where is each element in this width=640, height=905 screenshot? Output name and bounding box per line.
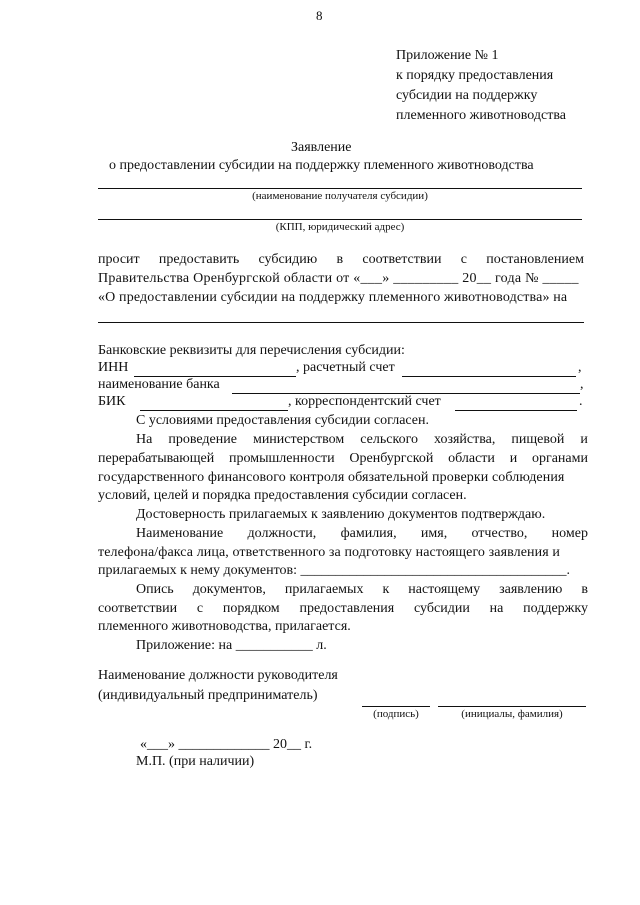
word: постановлением xyxy=(486,252,584,267)
request-amount-line xyxy=(98,322,584,323)
word: пищевой xyxy=(511,432,565,447)
appendix-line-1: Приложение № 1 xyxy=(396,48,499,63)
corr-account-label: , корреспондентский счет xyxy=(288,394,441,409)
recipient-name-line xyxy=(98,188,582,189)
inspection-line-4: условий, целей и порядка предоставления субсидии согласен. xyxy=(98,488,467,503)
kpp-address-caption: (КПП, юридический адрес) xyxy=(275,221,405,233)
kpp-address-line xyxy=(98,219,582,220)
account-label: , расчетный счет xyxy=(296,360,395,375)
inspection-line-2 xyxy=(98,451,588,467)
inn-label: ИНН xyxy=(98,360,129,375)
word: субсидии xyxy=(414,601,470,616)
inspection-line-3: государственного финансового контроля обязательной проверки соблюдения xyxy=(98,470,565,485)
attachment-pages: Приложение: на ___________ л. xyxy=(136,638,327,653)
word: просит xyxy=(98,252,140,267)
request-line-3: «О предоставлении субсидии на поддержку племенного животноводства» на xyxy=(98,290,568,305)
word: номер xyxy=(551,526,588,541)
word: заявлению xyxy=(499,582,563,597)
word: отчество, xyxy=(471,526,528,541)
word: промышленности xyxy=(228,451,335,466)
word: порядком xyxy=(222,601,280,616)
corr-account-period: . xyxy=(579,394,583,409)
word: фамилия, xyxy=(340,526,397,541)
responsible-line-1 xyxy=(136,526,588,542)
word: с xyxy=(196,601,204,616)
agree-conditions: С условиями предоставления субсидии согласен. xyxy=(136,413,430,428)
date-line: «___» _____________ 20__ г. xyxy=(140,737,313,752)
word: должности, xyxy=(247,526,317,541)
word: соответствии xyxy=(362,252,442,267)
word: с xyxy=(460,252,467,267)
word: и xyxy=(509,451,518,466)
word: настоящему xyxy=(408,582,481,597)
word: на xyxy=(489,601,504,616)
responsible-line-2: телефона/факса лица, ответственного за подготовку настоящего заявления и xyxy=(98,545,560,560)
word: и xyxy=(580,432,588,447)
word: документов, xyxy=(192,582,266,597)
word: области xyxy=(448,451,495,466)
bank-heading: Банковские реквизиты для перечисления субсидии: xyxy=(98,343,405,358)
page-number: 8 xyxy=(316,8,323,23)
recipient-name-caption: (наименование получателя субсидии) xyxy=(252,190,428,202)
account-field[interactable] xyxy=(402,376,576,377)
name-caption: (инициалы, фамилия) xyxy=(461,708,563,720)
signature-field[interactable] xyxy=(362,706,430,707)
word: в xyxy=(581,582,588,597)
request-line-1 xyxy=(98,252,584,268)
word: Опись xyxy=(136,582,174,597)
word: сельского xyxy=(360,432,418,447)
accuracy-statement: Достоверность прилагаемых к заявлению документов подтверждаю. xyxy=(136,507,546,522)
document-title: Заявление xyxy=(291,140,352,155)
appendix-line-3: субсидии на поддержку xyxy=(396,88,538,103)
responsible-line-3: прилагаемых к нему документов: ______________________________________. xyxy=(98,563,571,578)
appendix-line-2: к порядку предоставления xyxy=(396,68,554,83)
stamp-note: М.П. (при наличии) xyxy=(136,754,255,769)
bik-label: БИК xyxy=(98,394,126,409)
inventory-line-3: племенного животноводства, прилагается. xyxy=(98,619,351,634)
corr-account-field[interactable] xyxy=(455,410,577,411)
word: субсидию xyxy=(258,252,318,267)
word: предоставить xyxy=(158,252,240,267)
word: имя, xyxy=(420,526,448,541)
appendix-line-4: племенного животноводства xyxy=(396,108,566,123)
word: Оренбургской xyxy=(349,451,434,466)
word: органами xyxy=(531,451,588,466)
word: На xyxy=(136,432,153,447)
word: в xyxy=(336,252,344,267)
name-field[interactable] xyxy=(438,706,586,707)
bik-field[interactable] xyxy=(140,410,288,411)
inspection-line-1 xyxy=(136,432,588,448)
request-line-2: Правительства Оренбургской области от «___» _________ 20__ года № _____ xyxy=(98,271,579,286)
word: проведение xyxy=(168,432,237,447)
word: министерством xyxy=(252,432,345,447)
word: хозяйства, xyxy=(433,432,496,447)
signature-caption: (подпись) xyxy=(373,708,419,720)
inventory-line-1 xyxy=(136,582,588,598)
word: предоставления xyxy=(299,601,395,616)
bank-name-comma: , xyxy=(580,377,584,392)
head-position-line-2: (индивидуальный предприниматель) xyxy=(98,688,318,703)
inventory-line-2 xyxy=(98,601,588,617)
account-comma: , xyxy=(578,360,582,375)
word: перерабатывающей xyxy=(98,451,215,466)
word: к xyxy=(382,582,390,597)
word: прилагаемых xyxy=(284,582,364,597)
bank-name-label: наименование банка xyxy=(98,377,220,392)
word: Наименование xyxy=(136,526,224,541)
word: соответствии xyxy=(98,601,178,616)
document-subtitle: о предоставлении субсидии на поддержку племенного животноводства xyxy=(109,158,534,173)
word: поддержку xyxy=(523,601,588,616)
head-position-line-1: Наименование должности руководителя xyxy=(98,668,338,683)
